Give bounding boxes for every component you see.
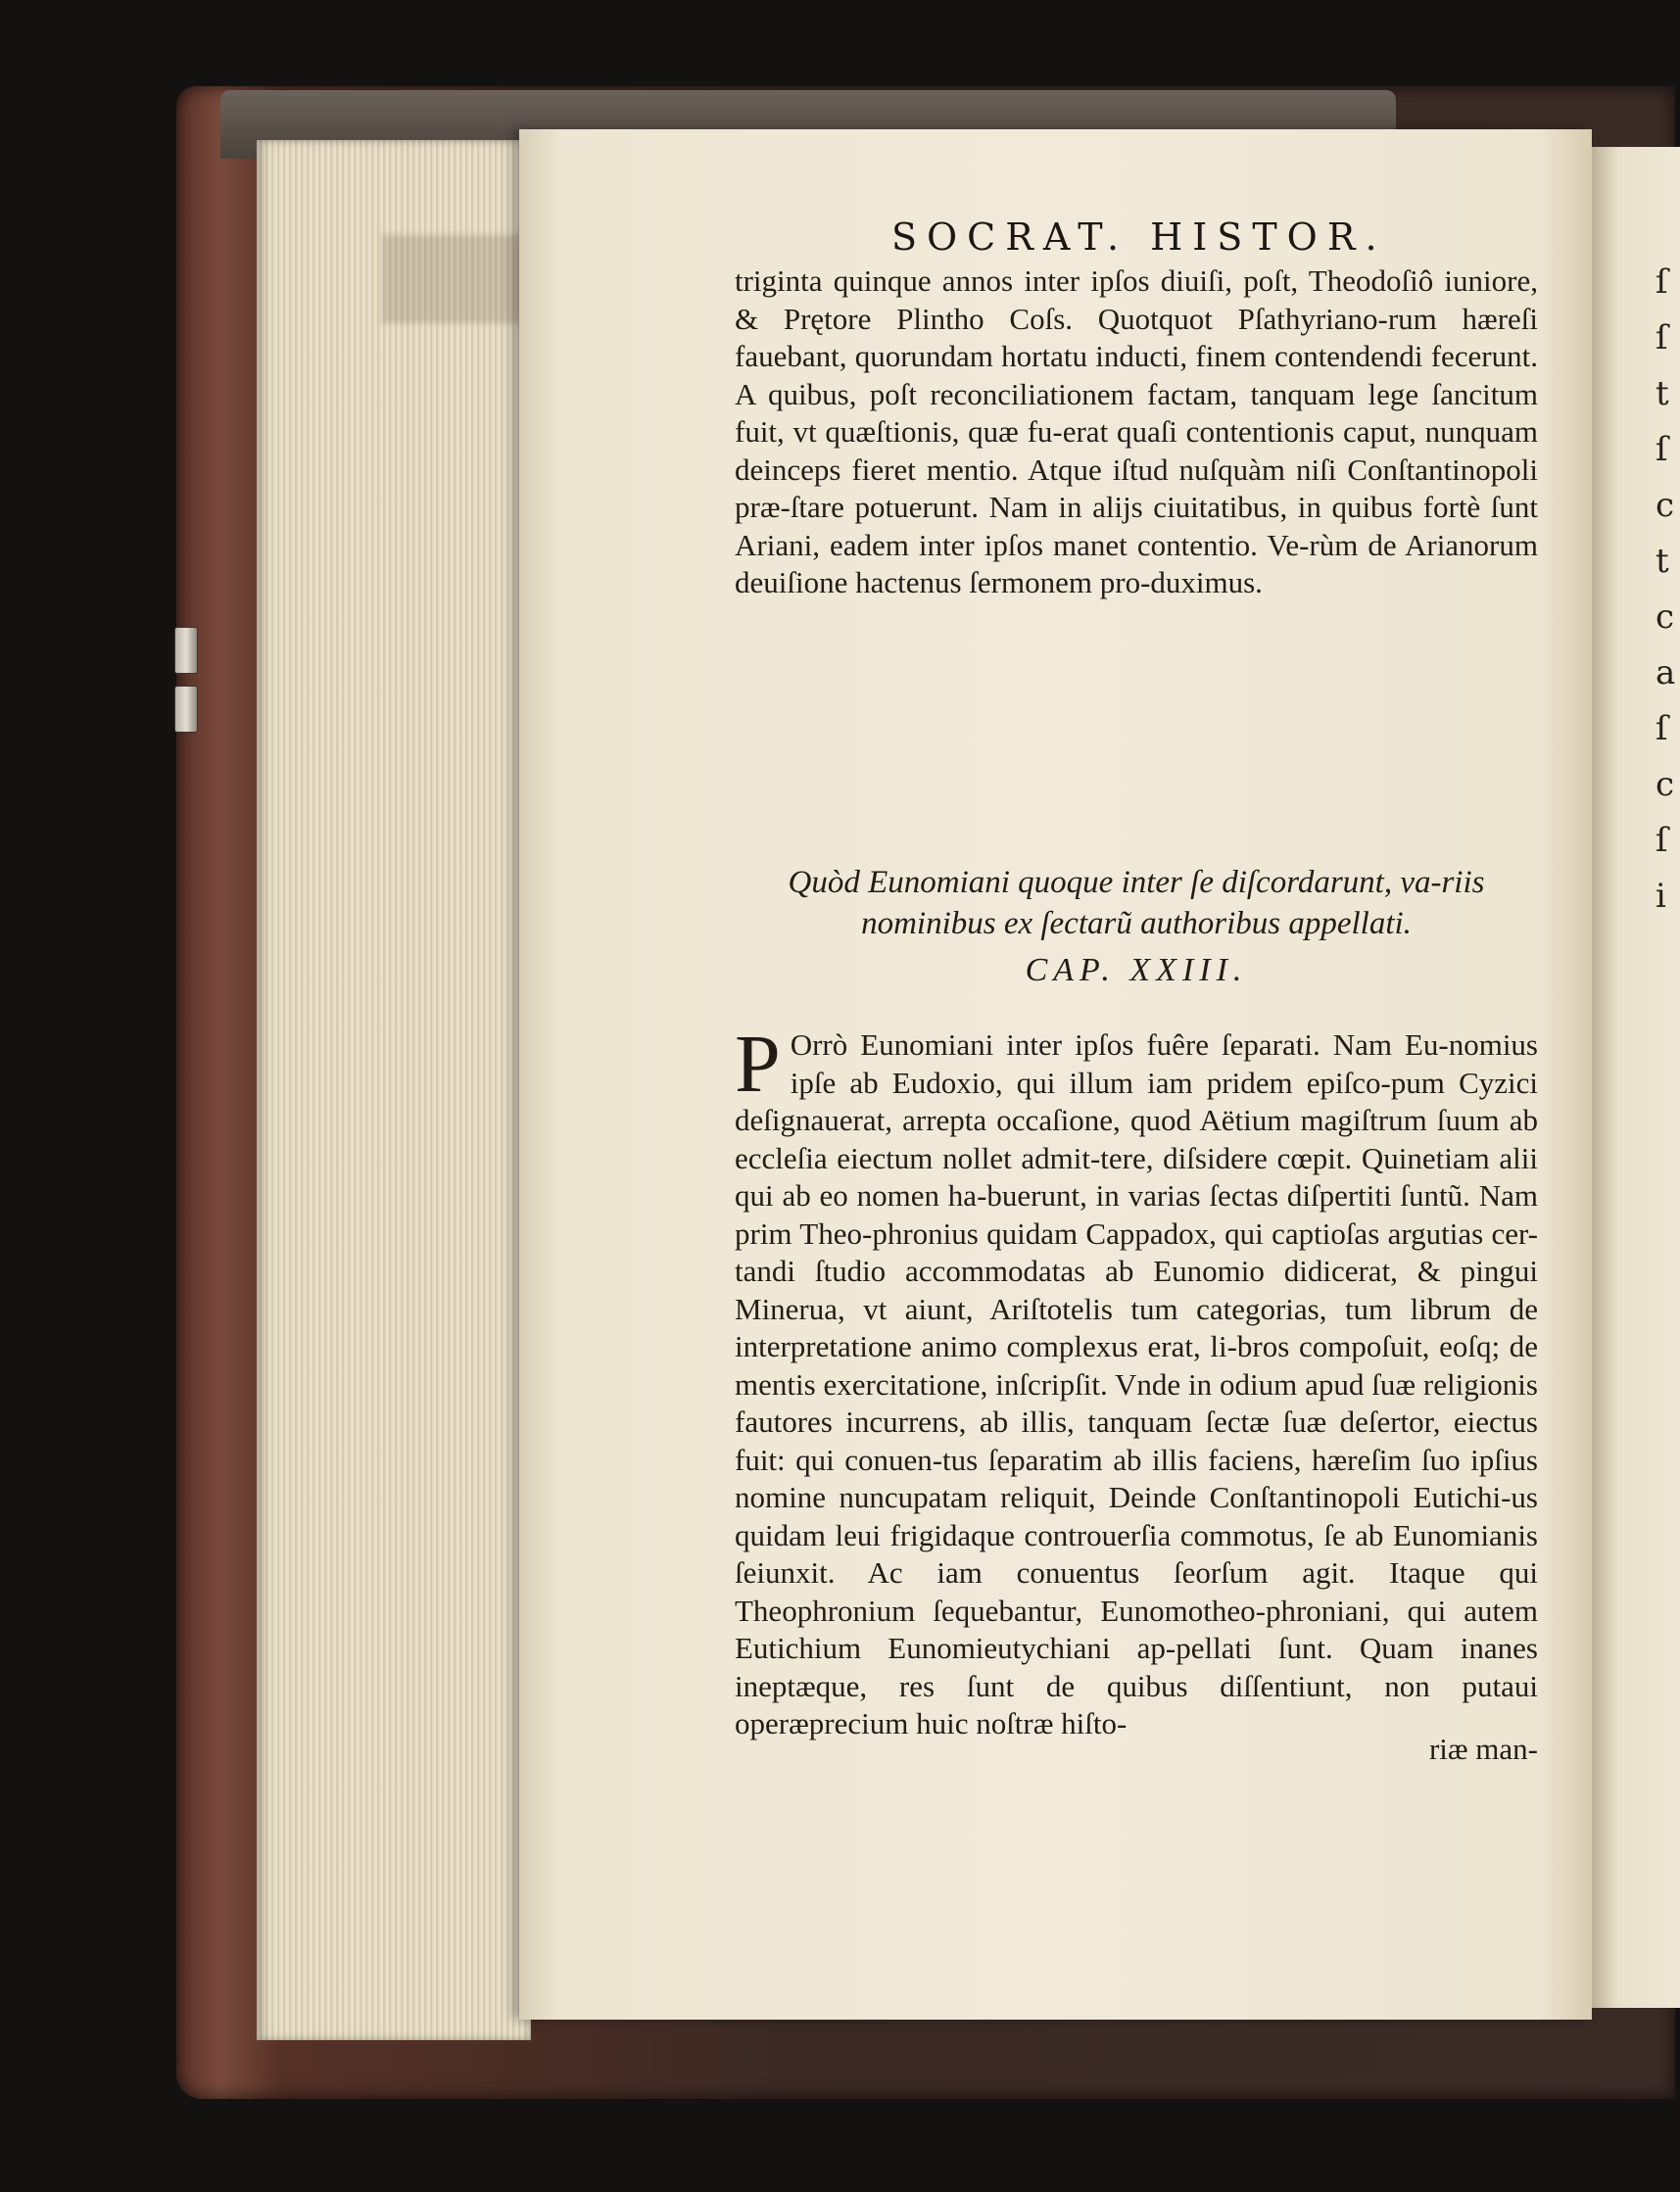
page-edges bbox=[257, 140, 531, 2040]
running-head: SOCRAT. HISTOR. bbox=[891, 215, 1387, 259]
chapter-number: CAP. XXIII. bbox=[1025, 952, 1248, 988]
clasp-lower bbox=[174, 686, 198, 733]
recto-margin-letters: ſ ſ t ſ c t c a ſ c ſ i bbox=[1656, 262, 1676, 916]
chapter-heading: Quòd Eunomiani quoque inter ſe diſcordarunt, va-riis nominibus ex ſectarũ authoribus appellati. bbox=[788, 865, 1485, 941]
paragraph-2 bbox=[735, 1019, 1538, 1743]
catchword: riæ man- bbox=[1428, 1732, 1538, 1766]
drop-cap: P bbox=[735, 1019, 781, 1110]
bleed-through-mark bbox=[382, 235, 529, 323]
paragraph-2-text: Orrò Eunomiani inter ipſos fuêre ſeparati. Nam Eu-nomius ipſe ab Eudoxio, qui illum iam pridem epiſco-pum Cyzici deſignauerat, arrepta occaſione, quod Aëtium magiſtrum ſuum ab eccleſia eiectum nollet admit-tere, diſsidere cœpit. Quinetiam alii qui ab eo nomen ha-buerunt, in varias ſectas diſpertiti ſuntũ. Nam prim Theo-phronius quidam Cappadox, qui captioſas argutias cer-tandi ſtudio accommodatas ab Eunomio didicerat, & pingui Minerua, vt aiunt, Ariſtotelis tum categorias, tum librum de interpretatione animo complexus erat, li-bros compoſuit, eoſq; de mentis exercitatione, inſcripſit. Vnde in odium apud ſuæ religionis fautores incurrens, ab illis, tanquam ſectæ ſuæ deſertor, eiectus fuit: qui conuen-tus ſeparatim ab illis faciens, hæreſim ſuo ipſius nomine nuncupatam reliquit, Deinde Conſtantinopoli Eutichi-us quidam leui frigidaque controuerſia commotus, ſe ab Eunomianis ſeiunxit. Ac iam conuentus ſeorſum agit. Itaque qui Theophronium ſequebantur, Eunomotheo-phroniani, qui autem Eutichium Eunomieutychiani ap-pellati ſunt. Quam inanes ineptæque, res ſunt de quibus diſſentiunt, non putaui operæprecium huic noſtræ hiſto- bbox=[735, 1027, 1538, 1740]
clasp-upper bbox=[174, 627, 198, 674]
paragraph-1: triginta quinque annos inter ipſos diuiſi, poſt, Theodoſiô iuniore, & Prętore Plintho Coſs. Quotquot Pſathyriano-rum hæreſi fauebant, quorundam hortatu inducti, finem contendendi fecerunt. A quibus, poſt reconciliationem factam, tanquam lege ſancitum fuit, vt quæſtionis, quæ fu-erat quaſi contentionis caput, nunquam deinceps fieret mentio. Atque iſtud nuſquàm niſi Conſtantinopoli præ-ſtare potuerunt. Nam in alijs ciuitatibus, in quibus fortè ſunt Ariani, eadem inter ipſos manet contentio. Ve-rùm de Arianorum deuiſione hactenus ſermonem pro-duximus. bbox=[735, 263, 1538, 599]
